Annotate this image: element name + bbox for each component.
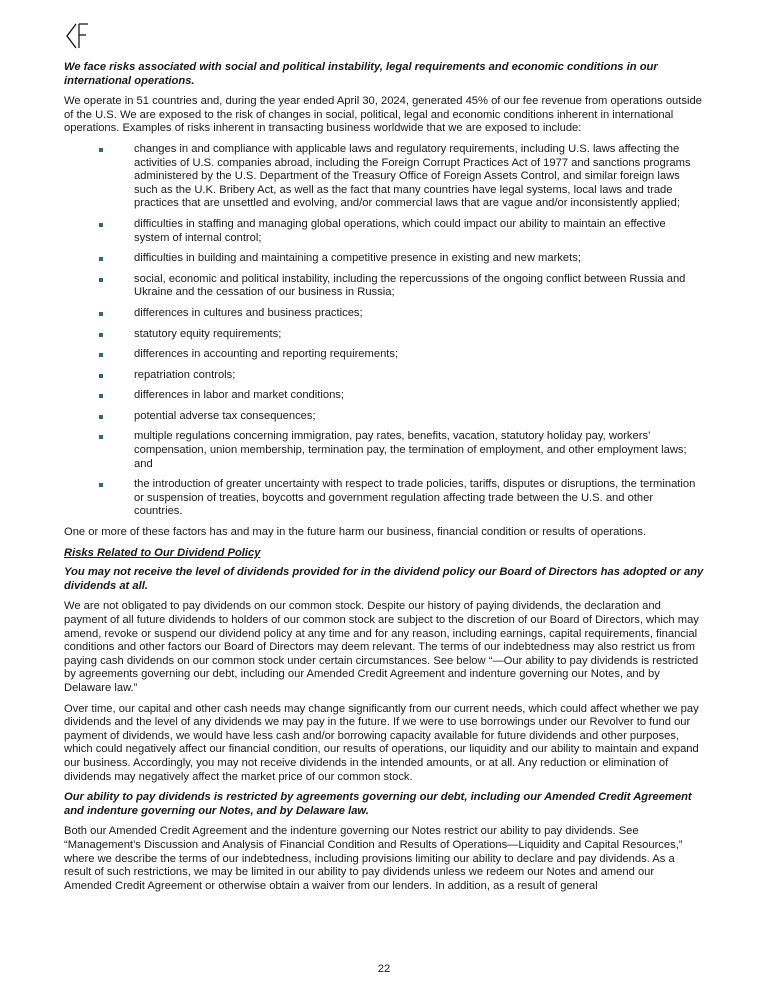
list-item-text: social, economic and political instability, including the repercussions of the ongoing conflict between Russia and Ukraine and the cessation of our business in Russia; (134, 272, 686, 299)
list-item (64, 430, 704, 471)
paragraph-dividend-1: We are not obligated to pay dividends on our common stock. Despite our history of paying dividends, the declaration and payment of all future dividends to holders of our common stock are subject to the discretion of our Board of Directors, which may amend, revoke or suspend our dividend policy at any time and for any reason, including earnings, capital requirements, financial conditions and other factors our Board of Directors may deem relevant. The terms of our indebtedness may also restrict us from paying cash dividends on our common stock under certain circumstances. See below “—Our ability to pay dividends is restricted by agreements governing our debt, including our Amended Credit Agreement and indenture governing our Notes, and by Delaware law.” (64, 600, 699, 694)
square-bullet-icon (99, 353, 103, 357)
paragraph-intl-outro: One or more of these factors has and may in the future harm our business, financial condition or results of operations. (64, 526, 647, 539)
square-bullet-icon (99, 333, 103, 337)
section-title-dividend-policy: Risks Related to Our Dividend Policy (64, 546, 261, 559)
list-item (64, 348, 704, 362)
risk-heading-dividend-restriction: Our ability to pay dividends is restricted by agreements governing our debt, including our Amended Credit Agreement and indenture governing our Notes, and by Delaware law. (64, 791, 692, 817)
paragraph-dividend-2: Over time, our capital and other cash needs may change significantly from our current needs, which could affect whether we pay dividends and the level of any dividends we may pay in the future. If we were to use borrowings under our Revolver to fund our payment of dividends, we would have less cash and/or borrowing capacity available for future dividends and other purposes, which could negatively affect our financial condition, our results of operations, our liquidity and our ability to maintain and expand our business. Accordingly, you may not receive dividends in the intended amounts, or at all. Any reduction or elimination of dividends may negatively affect the market price of our common stock. (64, 702, 699, 783)
risk-heading-international: We face risks associated with social and political instability, legal requirements and economic conditions in our international operations. (64, 61, 658, 87)
list-item (64, 389, 704, 403)
square-bullet-icon (99, 148, 103, 152)
square-bullet-icon (99, 312, 103, 316)
square-bullet-icon (99, 483, 103, 487)
list-item (64, 478, 704, 519)
kf-logo-icon (64, 22, 100, 50)
list-item-text: the introduction of greater uncertainty with respect to trade policies, tariffs, disputes or disruptions, the termination or suspension of treaties, boycotts and government regulation affecting trade between the U.S. and other countries. (134, 478, 696, 518)
risk-heading-dividend-level: You may not receive the level of dividends provided for in the dividend policy our Board of Directors has adopted or any dividends at all. (64, 566, 704, 592)
list-item-text: statutory equity requirements; (134, 327, 282, 340)
paragraph-restriction-1: Both our Amended Credit Agreement and the indenture governing our Notes restrict our ability to pay dividends. See “Management’s Discussion and Analysis of Financial Condition and Results of Operations—Liquidity and Capital Resources,” where we describe the terms of our indebtedness, including provisions limiting our ability to declare and pay dividends. As a result of such restrictions, we may be limited in our ability to pay dividends unless we redeem our Notes and amend our Amended Credit Agreement or otherwise obtain a waiver from our lenders. In addition, as a result of general (64, 825, 683, 892)
risk-bullet-list (64, 143, 704, 519)
list-item (64, 218, 704, 245)
list-item-text: multiple regulations concerning immigration, pay rates, benefits, vacation, statutory holiday pay, workers’ compensation, union membership, termination pay, the termination of employment, and other employment laws; and (134, 430, 687, 470)
paragraph-intl-intro: We operate in 51 countries and, during the year ended April 30, 2024, generated 45% of our fee revenue from operations outside of the U.S. We are exposed to the risk of changes in social, political, legal and economic conditions inherent in international operations. Examples of risks inherent in transacting business worldwide that we are exposed to include: (64, 95, 702, 135)
page-number: 22 (377, 963, 391, 975)
document-body (64, 61, 704, 900)
list-item-text: differences in labor and market conditions; (134, 389, 344, 402)
list-item (64, 410, 704, 424)
list-item (64, 328, 704, 342)
list-item-text: differences in cultures and business practices; (134, 306, 363, 319)
square-bullet-icon (99, 415, 103, 419)
list-item (64, 369, 704, 383)
square-bullet-icon (99, 257, 103, 261)
list-item-text: repatriation controls; (134, 368, 236, 381)
list-item-text: differences in accounting and reporting requirements; (134, 348, 399, 361)
list-item (64, 307, 704, 321)
list-item (64, 143, 704, 211)
list-item-text: difficulties in building and maintaining a competitive presence in existing and new markets; (134, 252, 581, 265)
square-bullet-icon (99, 223, 103, 227)
square-bullet-icon (99, 435, 103, 439)
list-item-text: potential adverse tax consequences; (134, 409, 316, 422)
square-bullet-icon (99, 394, 103, 398)
list-item (64, 273, 704, 300)
list-item (64, 252, 704, 266)
square-bullet-icon (99, 278, 103, 282)
list-item-text: difficulties in staffing and managing global operations, which could impact our ability to maintain an effective system of internal control; (134, 217, 666, 244)
square-bullet-icon (99, 374, 103, 378)
list-item-text: changes in and compliance with applicable laws and regulatory requirements, including U.S. laws affecting the activities of U.S. companies abroad, including the Foreign Corrupt Practices Act of 1977 and sanctions programs administered by the U.S. Department of the Treasury Office of Foreign Assets Control, and similar foreign laws such as the U.K. Bribery Act, as well as the fact that many countries have legal systems, local laws and trade practices that are unsettled and evolving, and/or commercial laws that are vague and/or inconsistently applied; (134, 142, 691, 210)
